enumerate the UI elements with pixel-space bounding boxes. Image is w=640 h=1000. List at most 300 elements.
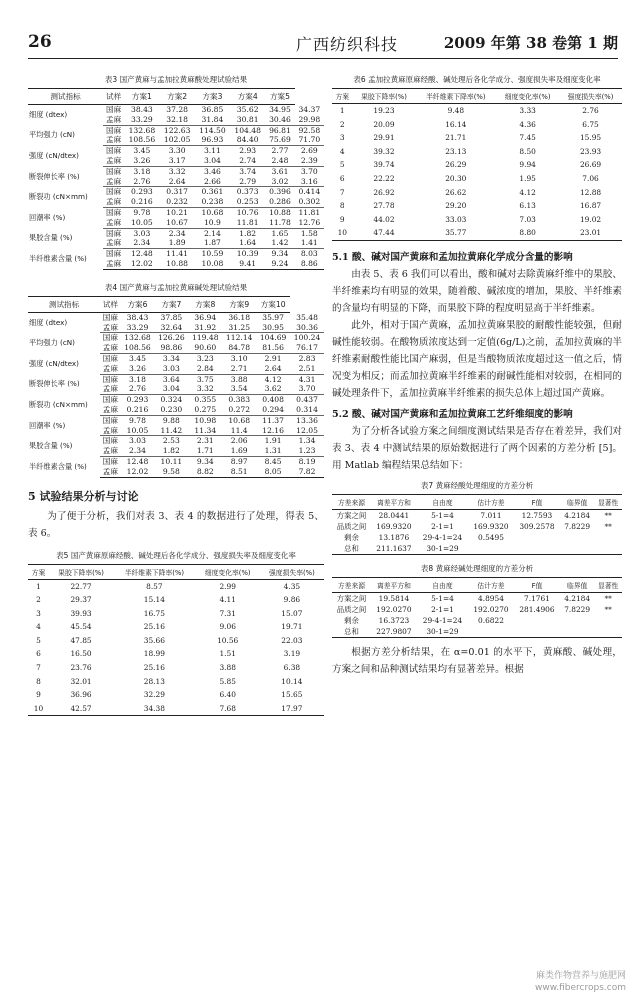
section51-paragraph2: 此外，相对于国产黄麻，孟加拉黄麻果胶的耐酸性能较强，但耐碱性能较弱。在酸物质浓度达到一定值(6g/L)之前，孟加拉黄麻的半纤维素耐酸性能比国产麻弱，但是当酸物质浓度超过这一值之后，情况变为相反；而孟加拉黄麻半纤维素的耐碱性能相对较弱，在相同的碱处理条件下，孟加拉黄麻半纤维素的损失总体上超过国产黄麻。 bbox=[332, 319, 622, 399]
table-cell bbox=[594, 626, 622, 638]
value-cell: 2.48 bbox=[265, 156, 294, 166]
table4-header-cell: 方案6 bbox=[121, 296, 155, 312]
section5-paragraph: 为了便于分析，我们对表 3、表 4 的数据进行了处理，得表 5、表 6。 bbox=[28, 510, 324, 539]
table-cell: 30-1=29 bbox=[417, 626, 468, 638]
page-number: 26 bbox=[28, 32, 52, 52]
value-cell: 8.05 bbox=[256, 467, 290, 477]
value-cell: 10.21 bbox=[166, 207, 189, 217]
indicator-cell: 回潮率 (%) bbox=[29, 212, 66, 222]
table-cell: 0.6822 bbox=[478, 615, 504, 625]
watermark-line1: 麻类作物营养与施肥网 bbox=[535, 971, 626, 981]
value-cell: 2.77 bbox=[271, 146, 289, 156]
table7-header-cell: 方差来源 bbox=[332, 494, 371, 509]
value-cell: 3.30 bbox=[168, 146, 186, 156]
table-cell: 25.16 bbox=[143, 622, 165, 632]
table6-body bbox=[332, 104, 622, 241]
value-cell: 112.14 bbox=[225, 333, 253, 343]
value-cell: 3.03 bbox=[133, 228, 151, 238]
value-cell: 9.34 bbox=[196, 456, 214, 466]
value-cell: 0.293 bbox=[126, 395, 149, 405]
table-row bbox=[28, 166, 324, 176]
value-cell: 0.383 bbox=[228, 395, 251, 405]
value-cell: 0.253 bbox=[230, 197, 265, 207]
table-row bbox=[28, 249, 324, 259]
table-cell: 8 bbox=[36, 676, 41, 686]
value-cell: 3.32 bbox=[168, 166, 186, 176]
section51-title: 5.1 酸、碱对国产黄麻和孟加拉黄麻化学成分含量的影响 bbox=[332, 251, 573, 263]
value-cell: 3.32 bbox=[188, 384, 222, 394]
table-cell: 211.1637 bbox=[371, 543, 417, 555]
table-cell: 25.16 bbox=[143, 663, 165, 673]
table3-header-row bbox=[28, 89, 324, 105]
table-row bbox=[28, 312, 324, 322]
value-cell: 2.34 bbox=[124, 238, 159, 248]
value-cell: 3.45 bbox=[133, 146, 151, 156]
table-cell bbox=[514, 532, 560, 543]
table-cell: 剩余 bbox=[344, 615, 359, 625]
indicator-cell: 平均强力 (cN) bbox=[29, 130, 75, 140]
table-row bbox=[28, 675, 324, 689]
table-cell: 7 bbox=[339, 187, 345, 197]
table-cell: 6.75 bbox=[582, 119, 599, 129]
table3-header-cell: 方案3 bbox=[195, 89, 230, 105]
value-cell: 3.62 bbox=[256, 384, 290, 394]
section52-paragraph: 为了分析各试验方案之间细度测试结果是否存在着差异，我们对表 3、表 4 中测试结果的原始数据进行了两个因素的方差分析 [5]。用 Matlab 编程结果总结如下： bbox=[332, 425, 622, 471]
value-cell: 3.03 bbox=[129, 436, 146, 446]
table-cell: 22.77 bbox=[70, 581, 92, 591]
value-cell: 0.302 bbox=[295, 197, 324, 207]
value-cell: 0.314 bbox=[290, 405, 324, 415]
value-cell: 2.84 bbox=[188, 364, 222, 374]
value-cell: 37.28 bbox=[166, 105, 189, 114]
table-cell bbox=[468, 543, 514, 555]
table-cell bbox=[514, 543, 560, 555]
table-cell bbox=[468, 626, 514, 638]
table-row bbox=[28, 593, 324, 607]
value-cell: 2.64 bbox=[160, 177, 195, 187]
table7-header-cell: 临界值 bbox=[560, 494, 594, 509]
table-cell: 9.86 bbox=[283, 595, 301, 605]
value-cell: 2.14 bbox=[203, 228, 221, 238]
table-cell: 9.06 bbox=[219, 622, 236, 632]
value-cell: 36.18 bbox=[228, 312, 251, 322]
sample-cell: 孟麻 bbox=[103, 238, 124, 248]
table-cell: 12.7593 bbox=[521, 510, 553, 520]
value-cell: 1.64 bbox=[230, 238, 265, 248]
value-cell: 71.70 bbox=[295, 135, 324, 145]
table-row bbox=[28, 333, 324, 343]
value-cell: 35.97 bbox=[262, 312, 284, 322]
value-cell: 30.46 bbox=[265, 115, 294, 125]
sample-cell: 国麻 bbox=[106, 146, 122, 156]
table-cell: 品质之间 bbox=[336, 521, 367, 531]
sample-cell: 孟麻 bbox=[100, 364, 120, 374]
table-row bbox=[332, 104, 622, 118]
value-cell: 30.36 bbox=[290, 323, 324, 333]
table-cell: 42.57 bbox=[49, 702, 113, 716]
table8-header-row bbox=[332, 577, 622, 592]
value-cell: 9.34 bbox=[271, 249, 289, 259]
table-cell: 2.99 bbox=[219, 581, 236, 591]
indicator-cell: 强度 (cN/dtex) bbox=[29, 151, 79, 161]
value-cell: 0.324 bbox=[160, 395, 183, 405]
table8-header-cell: 估计方差 bbox=[468, 577, 514, 592]
value-cell: 0.230 bbox=[154, 405, 188, 415]
value-cell: 1.58 bbox=[300, 228, 318, 238]
value-cell: 30.95 bbox=[256, 323, 290, 333]
value-cell: 31.92 bbox=[188, 323, 222, 333]
table-cell: 5.85 bbox=[219, 676, 236, 686]
table3-header-cell: 试样 bbox=[103, 89, 124, 105]
value-cell: 12.48 bbox=[131, 249, 153, 259]
table-cell: 7.8229 bbox=[564, 604, 591, 614]
table-cell: 15.95 bbox=[579, 133, 602, 143]
table8-header-cell: 方差来源 bbox=[332, 577, 371, 592]
value-cell: 9.41 bbox=[230, 259, 265, 269]
value-cell: 96.81 bbox=[269, 125, 291, 135]
table-row bbox=[332, 509, 622, 521]
table-cell: 7 bbox=[36, 663, 41, 673]
sample-cell: 国麻 bbox=[106, 166, 122, 176]
value-cell: 12.05 bbox=[290, 426, 324, 436]
table-cell: 19.23 bbox=[373, 106, 395, 115]
table-cell: 10.56 bbox=[217, 635, 239, 645]
table-cell: 3 bbox=[36, 608, 41, 618]
table-cell: 29.20 bbox=[445, 201, 467, 211]
table-cell: 3 bbox=[339, 133, 345, 143]
value-cell: 36.85 bbox=[201, 105, 224, 114]
value-cell: 0.317 bbox=[166, 187, 189, 197]
table-cell: 总和 bbox=[332, 626, 371, 638]
table-row bbox=[28, 187, 324, 197]
table3 bbox=[28, 88, 324, 270]
table-cell: 30-1=29 bbox=[417, 543, 468, 555]
value-cell: 90.60 bbox=[188, 343, 222, 353]
table-cell bbox=[560, 615, 594, 626]
value-cell: 12.02 bbox=[121, 467, 155, 477]
indicator-cell: 果胶含量 (%) bbox=[29, 441, 73, 451]
table-cell: 5 bbox=[36, 635, 41, 645]
value-cell: 12.02 bbox=[124, 259, 159, 269]
watermark-line2: www.fibercrops.com bbox=[535, 983, 626, 993]
table-cell: 12.88 bbox=[579, 187, 602, 197]
value-cell: 0.238 bbox=[195, 197, 230, 207]
value-cell: 104.48 bbox=[234, 125, 261, 135]
table-cell: 47.85 bbox=[70, 635, 92, 645]
value-cell: 0.232 bbox=[160, 197, 195, 207]
table-cell: 32.01 bbox=[70, 676, 92, 686]
value-cell: 104.69 bbox=[259, 333, 287, 343]
table-cell: 3.88 bbox=[219, 663, 236, 673]
value-cell: 132.68 bbox=[128, 125, 156, 135]
journal-name: 广西纺织科技 bbox=[296, 35, 399, 54]
table8-header-cell: 自由度 bbox=[417, 577, 468, 592]
sample-cell: 国麻 bbox=[106, 105, 122, 114]
table-row bbox=[28, 579, 324, 593]
table7 bbox=[332, 494, 622, 555]
page-header bbox=[28, 30, 618, 59]
value-cell: 3.75 bbox=[196, 374, 214, 384]
value-cell: 2.34 bbox=[121, 446, 155, 456]
table6-header-cell: 强度损失率(%) bbox=[559, 89, 622, 104]
table-cell: 8 bbox=[339, 201, 345, 211]
table-row bbox=[28, 607, 324, 621]
sample-cell: 孟麻 bbox=[103, 115, 124, 125]
table-row bbox=[28, 647, 324, 661]
value-cell: 30.81 bbox=[230, 115, 265, 125]
sample-cell: 孟麻 bbox=[103, 218, 124, 228]
value-cell: 11.37 bbox=[262, 415, 284, 425]
table7-header-cell: 显著性 bbox=[594, 494, 622, 509]
table-cell: 28.13 bbox=[143, 676, 165, 686]
table7-header-cell: 估计方差 bbox=[468, 494, 514, 509]
table-cell bbox=[594, 543, 622, 555]
table-cell: 26.62 bbox=[445, 187, 467, 197]
table-cell bbox=[514, 626, 560, 638]
table-cell: 7.31 bbox=[219, 608, 236, 618]
table-cell bbox=[514, 615, 560, 626]
value-cell: 2.34 bbox=[168, 228, 186, 238]
table-cell: 15.07 bbox=[281, 608, 303, 618]
value-cell: 38.43 bbox=[126, 312, 149, 322]
value-cell: 3.26 bbox=[124, 156, 159, 166]
value-cell: 11.81 bbox=[230, 218, 265, 228]
value-cell: 2.71 bbox=[222, 364, 256, 374]
table-cell: 2 bbox=[339, 119, 345, 129]
value-cell: 2.64 bbox=[256, 364, 290, 374]
table5-caption: 表5 国产黄麻原麻经酸、碱处理后各化学成分、强度损失率及细度变化率 bbox=[56, 550, 296, 560]
value-cell: 10.68 bbox=[201, 207, 224, 217]
table-cell: 6 bbox=[339, 173, 345, 183]
table3-caption: 表3 国产黄麻与孟加拉黄麻酸处理试验结果 bbox=[104, 75, 248, 84]
table-row bbox=[332, 172, 622, 186]
table-cell: 9 bbox=[339, 214, 345, 224]
value-cell: 3.02 bbox=[265, 177, 294, 187]
value-cell: 2.39 bbox=[295, 156, 324, 166]
table-cell: 10.14 bbox=[281, 676, 303, 686]
table-row bbox=[332, 532, 622, 543]
sample-cell: 国麻 bbox=[102, 312, 118, 322]
value-cell: 108.56 bbox=[121, 343, 155, 353]
value-cell: 3.34 bbox=[162, 353, 180, 363]
table4-header-cell: 试样 bbox=[100, 296, 120, 312]
value-cell: 10.88 bbox=[269, 207, 291, 217]
table4-caption: 表4 国产黄麻与孟加拉黄麻碱处理试验结果 bbox=[104, 282, 248, 292]
table-cell: 16.50 bbox=[70, 649, 92, 659]
value-cell: 3.61 bbox=[271, 166, 289, 176]
indicator-cell: 平均强力 (cN) bbox=[29, 338, 75, 348]
value-cell: 1.71 bbox=[188, 446, 222, 456]
table-cell: 4 bbox=[339, 146, 345, 156]
table-row bbox=[28, 207, 324, 217]
table-row bbox=[28, 395, 324, 405]
value-cell: 0.414 bbox=[298, 187, 321, 197]
table-cell: 39.93 bbox=[70, 608, 92, 618]
value-cell: 12.76 bbox=[295, 218, 324, 228]
table-cell: 19.71 bbox=[281, 622, 303, 632]
sample-cell: 国麻 bbox=[106, 125, 122, 135]
value-cell: 8.97 bbox=[230, 456, 248, 466]
indicator-cell: 半纤维素含量 (%) bbox=[29, 254, 87, 264]
value-cell: 7.82 bbox=[290, 467, 324, 477]
value-cell: 0.355 bbox=[194, 395, 217, 405]
indicator-cell: 断裂功 (cN×mm) bbox=[29, 400, 88, 410]
value-cell: 11.34 bbox=[188, 426, 222, 436]
value-cell: 3.04 bbox=[195, 156, 230, 166]
table-row bbox=[28, 228, 324, 238]
table5-header-cell: 果胶下降率(%) bbox=[49, 564, 113, 579]
indicator-cell: 断裂伸长率 (%) bbox=[29, 379, 80, 389]
value-cell: 0.216 bbox=[121, 405, 155, 415]
table5-header-cell: 细度变化率(%) bbox=[196, 564, 260, 579]
table-cell: 5 bbox=[339, 160, 345, 170]
value-cell: 96.93 bbox=[195, 135, 230, 145]
right-column bbox=[332, 72, 622, 678]
sample-cell: 孟麻 bbox=[100, 323, 120, 333]
value-cell: 1.82 bbox=[154, 446, 188, 456]
sample-cell: 国麻 bbox=[106, 187, 122, 197]
sample-cell: 孟麻 bbox=[100, 343, 120, 353]
value-cell: 11.42 bbox=[154, 426, 188, 436]
table4 bbox=[28, 296, 324, 478]
table-row bbox=[332, 626, 622, 638]
table-cell: 33.03 bbox=[445, 214, 467, 224]
table-row bbox=[332, 213, 622, 227]
table3-header-cell: 方案5 bbox=[265, 89, 294, 105]
table-row bbox=[332, 592, 622, 604]
value-cell: 34.95 bbox=[269, 105, 291, 114]
value-cell: 76.17 bbox=[290, 343, 324, 353]
value-cell: 4.31 bbox=[298, 374, 316, 384]
table-cell: 4 bbox=[36, 622, 41, 632]
table6-header-cell: 半纤维素下降率(%) bbox=[415, 89, 496, 104]
value-cell: 132.68 bbox=[124, 333, 151, 343]
table-cell bbox=[594, 532, 622, 543]
value-cell: 9.78 bbox=[129, 415, 146, 425]
value-cell: 84.40 bbox=[230, 135, 265, 145]
value-cell: 35.62 bbox=[236, 105, 259, 114]
value-cell: 10.67 bbox=[160, 218, 195, 228]
sample-cell: 国麻 bbox=[106, 207, 122, 217]
table8-header-cell: 显著性 bbox=[594, 577, 622, 592]
value-cell: 1.91 bbox=[264, 436, 282, 446]
value-cell: 3.18 bbox=[129, 374, 146, 384]
issue-info: 2009 年第 38 卷第 1 期 bbox=[443, 34, 618, 52]
table3-body bbox=[28, 105, 324, 270]
table-cell: 35.77 bbox=[415, 226, 496, 240]
table-cell: 16.75 bbox=[143, 608, 165, 618]
value-cell: 2.53 bbox=[162, 436, 180, 446]
section51-paragraph1: 由表 5、表 6 我们可以看出，酸和碱对去除黄麻纤维中的果胶、半纤维素均有明显的效果，随着酸、碱浓度的增加，果胶、半纤维素的含量均有明显的下降，而果胶下降的程度明显高于半纤维素。 bbox=[332, 268, 622, 314]
value-cell: 92.58 bbox=[298, 125, 321, 135]
table-cell: 22.22 bbox=[373, 173, 395, 183]
table-cell: 7.011 bbox=[480, 510, 502, 520]
indicator-cell: 果胶含量 (%) bbox=[29, 233, 73, 243]
sample-cell: 孟麻 bbox=[103, 177, 124, 187]
table7-header-cell: 自由度 bbox=[417, 494, 468, 509]
value-cell: 10.68 bbox=[228, 415, 251, 425]
table6-caption: 表6 孟加拉黄麻原麻经酸、碱处理后各化学成分、强度损失率及细度变化率 bbox=[353, 75, 601, 84]
table-cell: 8.57 bbox=[146, 581, 163, 591]
table-cell: 29-4-1=24 bbox=[422, 532, 463, 542]
value-cell: 114.50 bbox=[199, 125, 226, 135]
value-cell: 3.46 bbox=[203, 166, 221, 176]
value-cell: 10.05 bbox=[124, 218, 159, 228]
value-cell: 2.69 bbox=[300, 146, 318, 156]
sample-cell: 孟麻 bbox=[100, 467, 120, 477]
value-cell: 102.05 bbox=[160, 135, 195, 145]
table-cell: 2-1=1 bbox=[431, 521, 454, 531]
table-cell: 5-1=4 bbox=[431, 510, 454, 520]
table-cell: 32.29 bbox=[143, 690, 165, 700]
table-cell: 3.19 bbox=[283, 649, 301, 659]
value-cell: 33.29 bbox=[124, 115, 159, 125]
table7-header-cell: F值 bbox=[514, 494, 560, 509]
table6 bbox=[332, 88, 622, 241]
value-cell: 3.88 bbox=[230, 374, 248, 384]
value-cell: 0.396 bbox=[269, 187, 291, 197]
table-row bbox=[28, 702, 324, 716]
value-cell: 10.88 bbox=[160, 259, 195, 269]
table-cell: 26.29 bbox=[445, 160, 467, 170]
table8 bbox=[332, 577, 622, 638]
sample-cell: 国麻 bbox=[106, 249, 122, 259]
table-cell: 7.45 bbox=[519, 133, 536, 143]
table-cell: 309.2578 bbox=[519, 521, 555, 531]
value-cell: 8.86 bbox=[295, 259, 324, 269]
indicator-cell: 强度 (cN/dtex) bbox=[29, 358, 79, 368]
table-cell: 6 bbox=[36, 649, 41, 659]
value-cell: 0.294 bbox=[256, 405, 290, 415]
table-cell: 4.36 bbox=[519, 119, 536, 129]
value-cell: 2.06 bbox=[230, 436, 248, 446]
table-row bbox=[332, 604, 622, 615]
table-cell: 1 bbox=[339, 106, 345, 115]
table4-body bbox=[28, 312, 324, 477]
table-cell: 9.48 bbox=[447, 106, 465, 115]
table3-header-cell: 方案4 bbox=[230, 89, 265, 105]
value-cell: 13.36 bbox=[296, 415, 318, 425]
value-cell: 0.361 bbox=[201, 187, 224, 197]
indicator-cell: 细度 (dtex) bbox=[29, 110, 68, 120]
value-cell: 1.89 bbox=[160, 238, 195, 248]
table-cell: 47.44 bbox=[353, 226, 416, 240]
value-cell: 3.11 bbox=[203, 146, 221, 156]
table-cell: 45.54 bbox=[70, 622, 92, 632]
table4-header-cell: 测试指标 bbox=[28, 296, 100, 312]
table-cell: 总和 bbox=[332, 543, 371, 555]
table-cell: 7.06 bbox=[582, 173, 599, 183]
table-cell: 10 bbox=[332, 226, 353, 240]
value-cell: 1.34 bbox=[298, 436, 316, 446]
table-cell: 26.92 bbox=[373, 187, 395, 197]
value-cell: 81.56 bbox=[256, 343, 290, 353]
table-cell: 6.38 bbox=[283, 663, 301, 673]
table-cell: 19.5814 bbox=[378, 593, 410, 603]
table-cell: 1 bbox=[36, 581, 41, 591]
table7-header-row bbox=[332, 494, 622, 509]
value-cell: 36.94 bbox=[194, 312, 217, 322]
table5-header-cell: 强度损失率(%) bbox=[260, 564, 324, 579]
value-cell: 2.66 bbox=[195, 177, 230, 187]
sample-cell: 孟麻 bbox=[100, 446, 120, 456]
sample-cell: 国麻 bbox=[102, 415, 118, 425]
table-cell: 7.1761 bbox=[524, 593, 550, 603]
table-cell: 17.97 bbox=[260, 702, 324, 716]
table-cell: ** bbox=[604, 593, 612, 603]
indicator-cell: 回潮率 (%) bbox=[29, 420, 66, 430]
table-cell: 4.11 bbox=[219, 595, 236, 605]
